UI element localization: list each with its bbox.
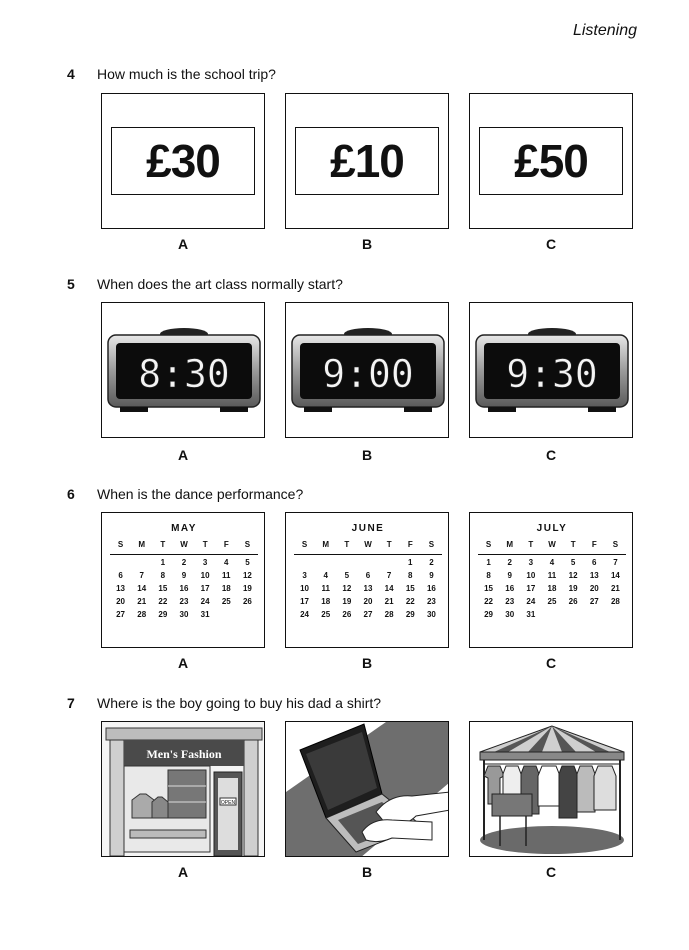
q6-option-b[interactable] xyxy=(285,512,449,648)
calendar-day: 2 xyxy=(181,558,187,567)
price-tag: £50 xyxy=(479,127,623,195)
q5-option-a[interactable] xyxy=(101,302,265,438)
weekday-label: W xyxy=(180,540,188,549)
calendar-day: 22 xyxy=(405,597,415,606)
calendar-days xyxy=(478,558,626,619)
weekday-label: S xyxy=(117,540,124,549)
calendar-month: JULY xyxy=(536,523,568,534)
calendar-day: 3 xyxy=(202,558,208,567)
calendar-day: 4 xyxy=(323,571,328,580)
q7-option-c[interactable] xyxy=(469,721,633,857)
calendar-blank xyxy=(315,558,336,567)
calendar xyxy=(294,523,442,619)
weekday-label: F xyxy=(591,540,597,549)
calendar-day: 17 xyxy=(200,584,210,593)
calendar-day: 19 xyxy=(242,584,252,593)
calendar-day: 26 xyxy=(342,610,352,619)
weekday-label: S xyxy=(301,540,308,549)
shop-front-illustration xyxy=(102,722,265,857)
calendar-weekdays xyxy=(294,540,442,555)
calendar-blank xyxy=(294,558,315,567)
calendar-day: 4 xyxy=(549,558,555,567)
calendar-day: 16 xyxy=(179,584,189,593)
calendar-day: 7 xyxy=(386,571,392,580)
calendar-day: 26 xyxy=(242,597,252,606)
calendar-day: 3 xyxy=(528,558,534,567)
weekday-label: W xyxy=(548,540,556,549)
weekday-label: M xyxy=(138,540,146,549)
calendar-month: JUNE xyxy=(351,523,385,534)
calendar-day: 25 xyxy=(221,597,231,606)
calendar-day: 23 xyxy=(179,597,189,606)
calendar-day: 10 xyxy=(300,584,310,593)
section-header: Listening xyxy=(572,22,637,39)
q4-option-c[interactable] xyxy=(469,93,633,229)
alarm-clock-icon xyxy=(102,303,265,438)
calendar-day: 25 xyxy=(321,610,331,619)
question-4-number: 4 xyxy=(67,66,75,82)
alarm-clock-icon xyxy=(286,303,449,438)
calendar-day: 17 xyxy=(526,584,536,593)
clock-time: 8:30 xyxy=(138,352,230,396)
alarm-clock-icon xyxy=(470,303,633,438)
clock-time: 9:00 xyxy=(322,352,414,396)
calendar-day: 27 xyxy=(116,610,126,619)
calendar-day: 30 xyxy=(505,610,515,619)
question-5-text: When does the art class normally start? xyxy=(97,276,343,292)
weekday-label: W xyxy=(364,540,372,549)
calendar-blank xyxy=(357,558,378,567)
q4-label-b: B xyxy=(361,236,373,252)
calendar-day: 5 xyxy=(344,571,350,580)
calendar-day: 28 xyxy=(610,597,620,606)
calendar-day: 26 xyxy=(568,597,578,606)
weekday-label: T xyxy=(528,540,534,549)
calendar-day: 6 xyxy=(118,571,123,580)
price-tag: £10 xyxy=(295,127,439,195)
weekday-label: M xyxy=(322,540,330,549)
calendar-day: 21 xyxy=(610,584,620,593)
calendar-day: 29 xyxy=(484,610,494,619)
weekday-label: T xyxy=(202,540,208,549)
calendar-day: 27 xyxy=(589,597,599,606)
market-stall-illustration xyxy=(470,722,633,857)
calendar-day: 7 xyxy=(613,558,618,567)
weekday-label: S xyxy=(612,540,619,549)
calendar-days xyxy=(110,558,258,619)
calendar-day: 14 xyxy=(137,584,147,593)
calendar-day: 20 xyxy=(363,597,373,606)
calendar-day: 12 xyxy=(242,571,252,580)
q6-label-b: B xyxy=(361,655,373,671)
calendar-day: 25 xyxy=(547,597,557,606)
calendar-day: 29 xyxy=(158,610,168,619)
q5-label-c: C xyxy=(545,447,557,463)
calendar-day: 23 xyxy=(505,597,515,606)
weekday-label: F xyxy=(407,540,413,549)
calendar-day: 10 xyxy=(526,571,536,580)
calendar-day: 13 xyxy=(116,584,126,593)
calendar-day: 15 xyxy=(484,584,494,593)
weekday-label: T xyxy=(386,540,392,549)
calendar-day: 23 xyxy=(426,597,436,606)
calendar-day: 20 xyxy=(116,597,126,606)
calendar-day: 11 xyxy=(321,584,330,593)
calendar-day: 18 xyxy=(221,584,231,593)
calendar-day: 7 xyxy=(139,571,144,580)
weekday-label: S xyxy=(428,540,435,549)
calendar-day: 14 xyxy=(610,571,620,580)
calendar-weekdays xyxy=(478,540,626,555)
q5-label-a: A xyxy=(177,447,189,463)
calendar-day: 18 xyxy=(547,584,557,593)
q7-label-b: B xyxy=(361,864,373,880)
calendar-day: 21 xyxy=(384,597,394,606)
calendar-day: 2 xyxy=(507,558,512,567)
calendar-day: 31 xyxy=(526,610,536,619)
q5-label-b: B xyxy=(361,447,373,463)
question-4-text: How much is the school trip? xyxy=(97,66,276,82)
calendar xyxy=(110,523,258,619)
q6-option-a[interactable] xyxy=(101,512,265,648)
q6-label-c: C xyxy=(545,655,557,671)
calendar-day: 11 xyxy=(222,571,231,580)
weekday-label: T xyxy=(160,540,166,549)
calendar-day: 16 xyxy=(426,584,436,593)
weekday-label: T xyxy=(570,540,576,549)
q4-label-c: C xyxy=(545,236,557,252)
weekday-label: S xyxy=(244,540,251,549)
weekday-label: M xyxy=(506,540,514,549)
question-5-number: 5 xyxy=(67,276,75,292)
calendar-day: 20 xyxy=(589,584,599,593)
calendar-day: 13 xyxy=(363,584,373,593)
shop-sign: Men's Fashion xyxy=(146,747,222,761)
calendar-day: 2 xyxy=(429,558,434,567)
question-6-text: When is the dance performance? xyxy=(97,486,304,502)
calendar-blank xyxy=(336,558,357,567)
calendar xyxy=(478,523,626,619)
calendar-blank xyxy=(131,558,152,567)
calendar-day: 4 xyxy=(224,558,229,567)
calendar-day: 30 xyxy=(426,610,436,619)
calendar-day: 8 xyxy=(160,571,166,580)
calendar-day: 9 xyxy=(507,571,512,580)
q6-label-a: A xyxy=(177,655,189,671)
weekday-label: F xyxy=(223,540,229,549)
calendar-month: MAY xyxy=(171,523,197,534)
calendar-day: 6 xyxy=(592,558,597,567)
calendar-day: 15 xyxy=(405,584,415,593)
calendar-day: 31 xyxy=(200,610,210,619)
calendar-day: 28 xyxy=(137,610,147,619)
calendar-weekdays xyxy=(110,540,258,555)
calendar-day: 8 xyxy=(408,571,413,580)
calendar-day: 3 xyxy=(302,571,307,580)
calendar-day: 18 xyxy=(321,597,331,606)
q7-label-c: C xyxy=(545,864,557,880)
calendar-day: 10 xyxy=(200,571,210,580)
q4-label-a: A xyxy=(177,236,189,252)
calendar-day: 8 xyxy=(486,571,491,580)
calendar-day: 1 xyxy=(486,558,491,567)
price-tag: £30 xyxy=(111,127,255,195)
calendar-day: 22 xyxy=(158,597,168,606)
calendar-day: 24 xyxy=(526,597,536,606)
calendar-day: 28 xyxy=(384,610,394,619)
calendar-day: 1 xyxy=(408,558,413,567)
laptop-typing-illustration xyxy=(286,722,449,857)
q4-option-a[interactable] xyxy=(101,93,265,229)
q7-label-a: A xyxy=(177,864,189,880)
calendar-day: 19 xyxy=(568,584,578,593)
question-6-number: 6 xyxy=(67,486,75,502)
q5-option-c[interactable] xyxy=(469,302,633,438)
calendar-day: 13 xyxy=(589,571,599,580)
calendar-day: 5 xyxy=(570,558,576,567)
calendar-blank xyxy=(110,558,131,567)
calendar-day: 5 xyxy=(245,558,250,567)
calendar-day: 11 xyxy=(547,571,557,580)
calendar-day: 19 xyxy=(342,597,352,606)
calendar-day: 16 xyxy=(505,584,515,593)
calendar-day: 1 xyxy=(160,558,166,567)
calendar-day: 30 xyxy=(179,610,189,619)
calendar-day: 6 xyxy=(365,571,371,580)
calendar-day: 17 xyxy=(300,597,310,606)
weekday-label: T xyxy=(344,540,350,549)
door-sign: OPEN xyxy=(220,800,236,806)
calendar-day: 12 xyxy=(568,571,578,580)
calendar-days xyxy=(294,558,442,619)
calendar-day: 24 xyxy=(300,610,310,619)
q6-option-c[interactable] xyxy=(469,512,633,648)
calendar-day: 22 xyxy=(484,597,494,606)
calendar-blank xyxy=(379,558,400,567)
question-7-number: 7 xyxy=(67,695,75,711)
calendar-day: 24 xyxy=(200,597,210,606)
calendar-day: 9 xyxy=(429,571,434,580)
weekday-label: S xyxy=(485,540,492,549)
calendar-day: 15 xyxy=(158,584,168,593)
clock-time: 9:30 xyxy=(506,352,598,396)
q7-option-b[interactable] xyxy=(285,721,449,857)
calendar-day: 14 xyxy=(384,584,394,593)
calendar-day: 29 xyxy=(405,610,415,619)
calendar-day: 12 xyxy=(342,584,352,593)
q4-option-b[interactable] xyxy=(285,93,449,229)
q7-option-a[interactable] xyxy=(101,721,265,857)
calendar-day: 27 xyxy=(363,610,373,619)
calendar-day: 21 xyxy=(137,597,147,606)
q5-option-b[interactable] xyxy=(285,302,449,438)
question-7-text: Where is the boy going to buy his dad a shirt? xyxy=(97,695,382,711)
calendar-day: 9 xyxy=(181,571,187,580)
